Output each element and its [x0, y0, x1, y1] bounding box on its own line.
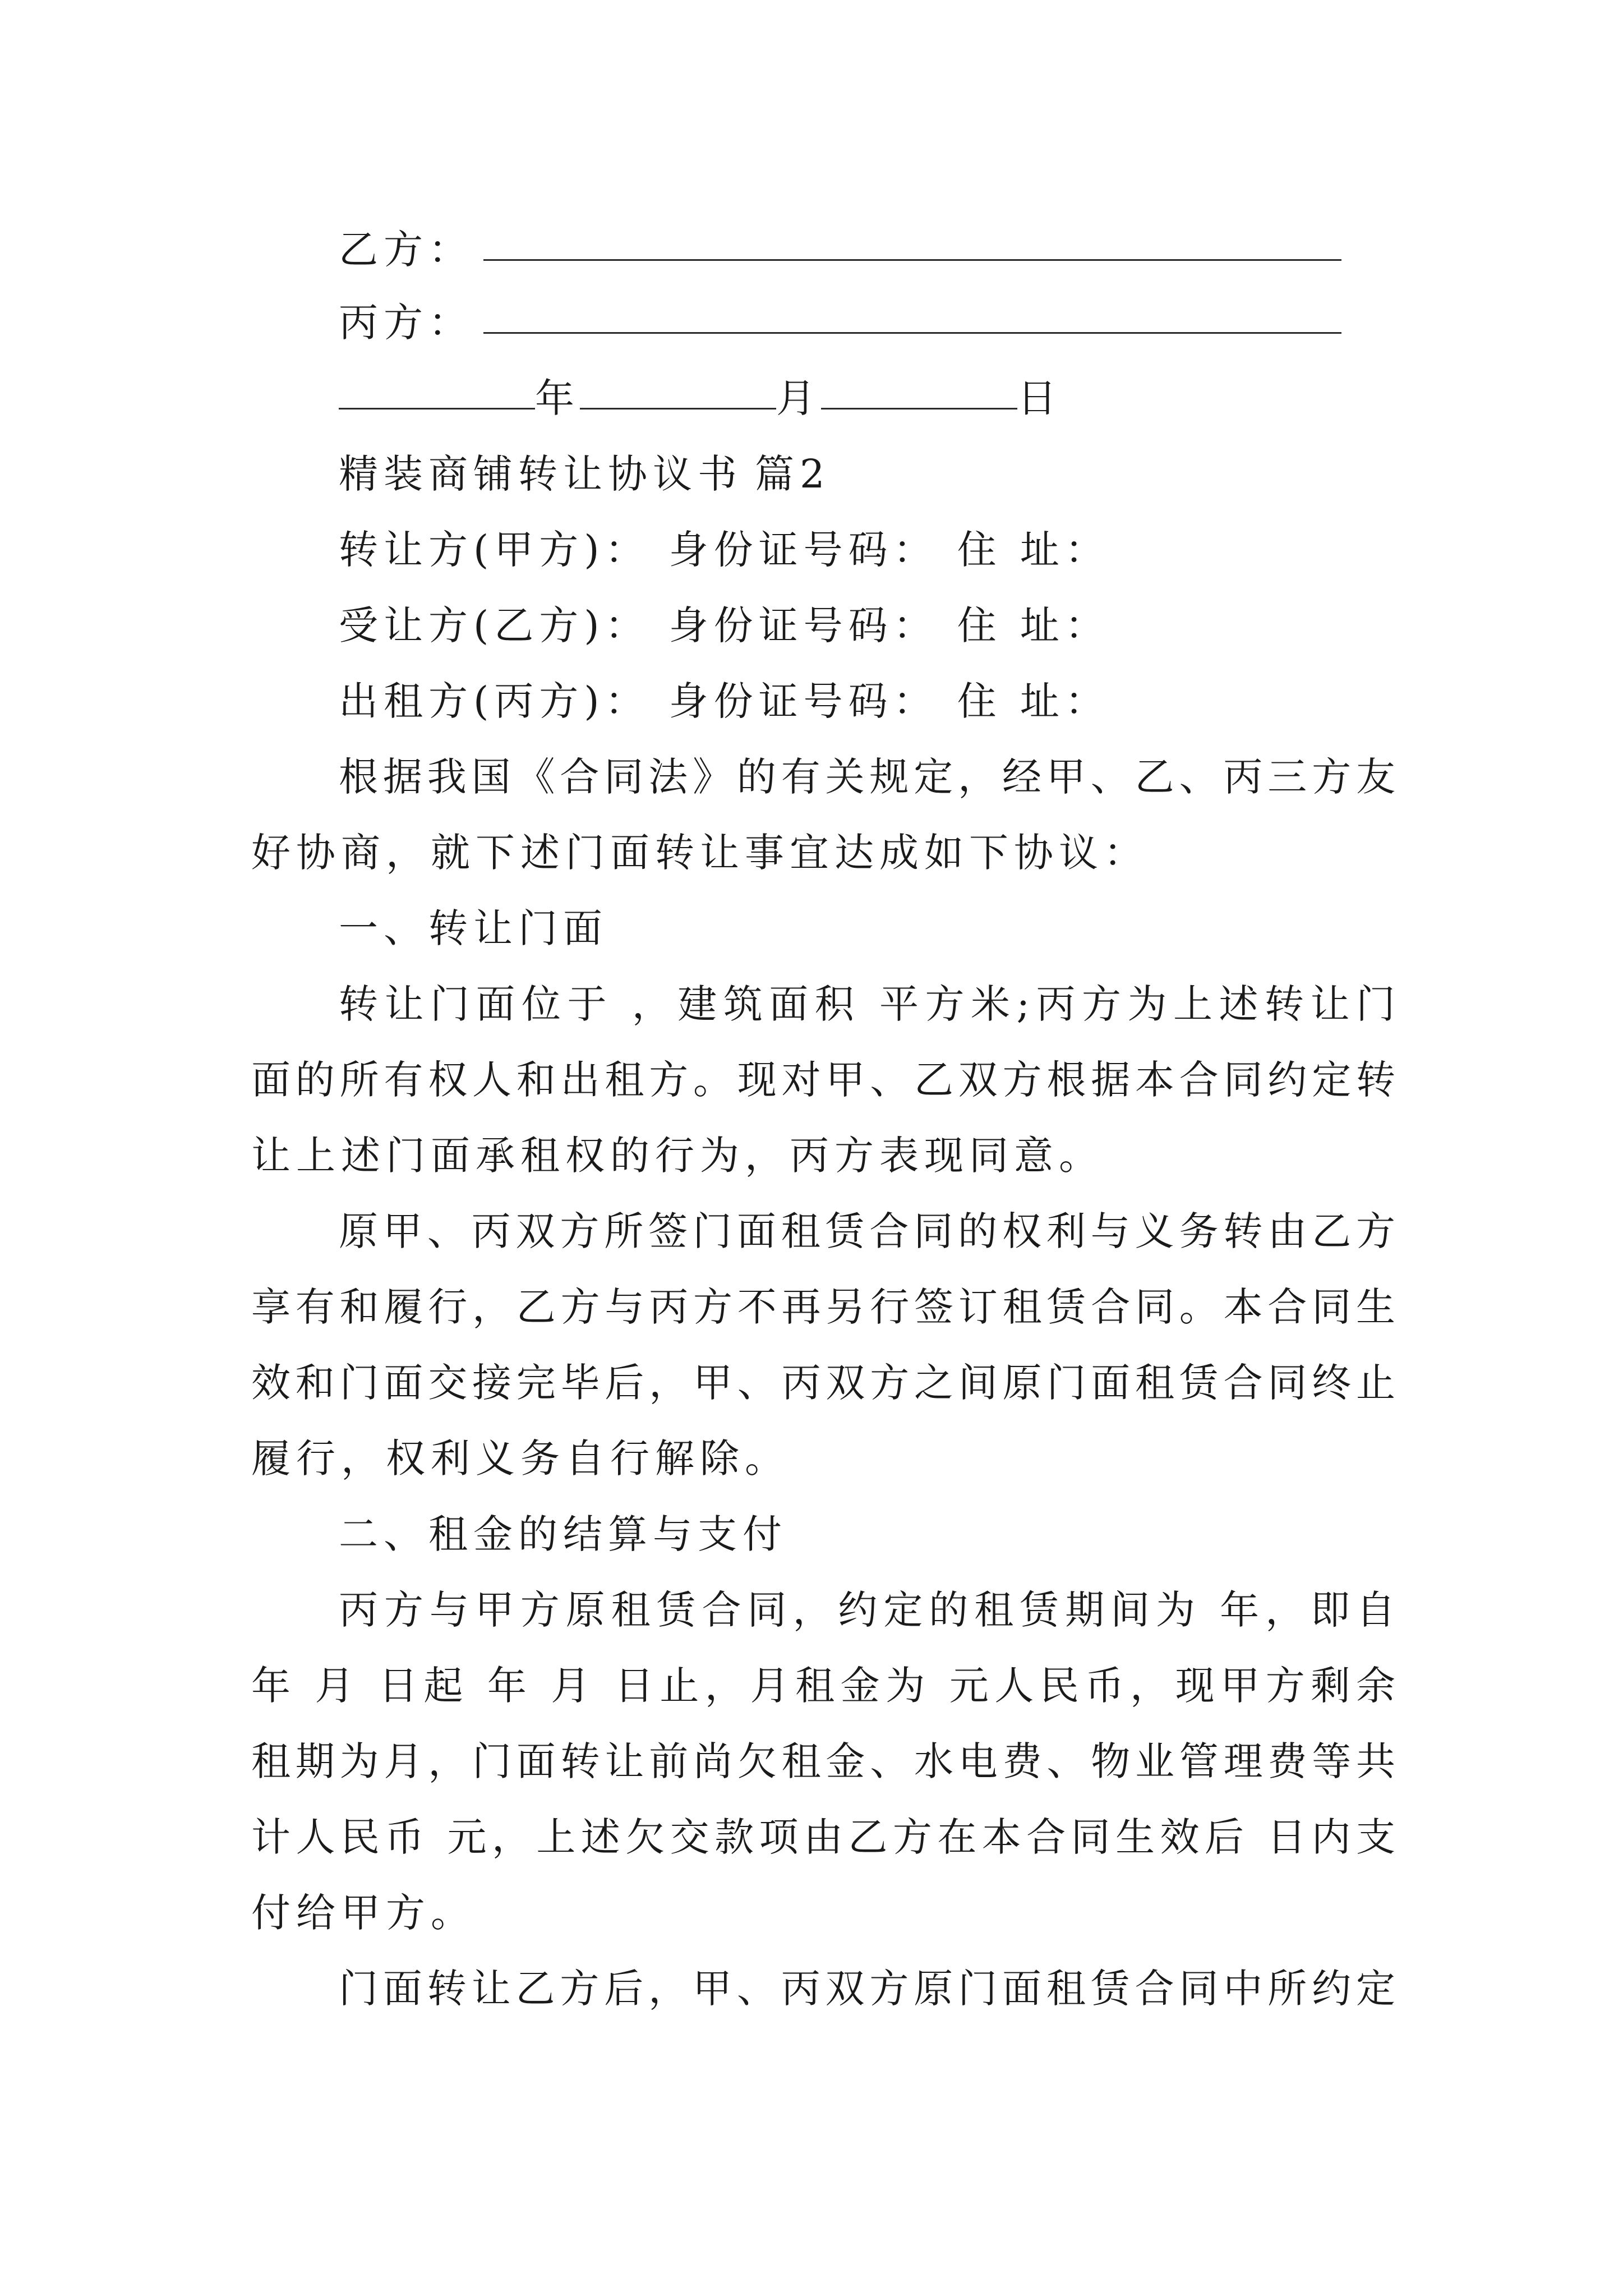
signature-date-line: [339, 373, 1395, 424]
body-line: 享有和履行，乙方与丙方不再另行签订租赁合同。本合同生: [251, 1284, 1395, 1330]
party-b-addr: 住 址：: [957, 602, 1110, 648]
month-label: 月: [776, 375, 821, 421]
body-line: 门面转让乙方后，甲、丙双方原门面租赁合同中所约定: [339, 1966, 1395, 2012]
year-label: 年: [535, 375, 580, 421]
party-b-label: 乙方：: [339, 227, 473, 273]
party-a-addr: 住 址：: [957, 527, 1110, 573]
party-c-id: 身份证号码：: [668, 678, 938, 724]
body-line: 效和门面交接完毕后，甲、丙双方之间原门面租赁合同终止: [251, 1360, 1395, 1406]
party-c-signature-line: [339, 297, 1395, 348]
party-b-role: 受让方(乙方)：: [339, 602, 650, 648]
party-c-role: 出租方(丙方)：: [339, 678, 650, 724]
year-blank: [339, 406, 535, 409]
party-c-blank: [483, 330, 1341, 334]
body-line: 好协商，就下述门面转让事宜达成如下协议：: [251, 830, 1149, 876]
party-c-addr: 住 址：: [957, 678, 1110, 724]
body-line: 丙方与甲方原租赁合同，约定的租赁期间为 年，即自: [339, 1587, 1395, 1633]
clause-heading: 二、租金的结算与支付: [339, 1511, 787, 1557]
party-b-blank: [483, 257, 1341, 261]
body-line: 计人民币 元，上述欠交款项由乙方在本合同生效后 日内支: [251, 1814, 1395, 1860]
party-a-id: 身份证号码：: [668, 527, 938, 573]
heading-title: 精装商铺转让协议书: [339, 451, 743, 497]
party-b-signature-line: [339, 224, 1395, 275]
section-heading: [339, 449, 1395, 499]
party-c-label: 丙方：: [339, 300, 473, 346]
body-line: 让上述门面承租权的行为，丙方表现同意。: [251, 1133, 1104, 1179]
body-line: 租期为月，门面转让前尚欠租金、水电费、物业管理费等共: [251, 1738, 1395, 1784]
party-row-b: [339, 600, 1395, 651]
party-row-a: [339, 524, 1395, 575]
party-b-id: 身份证号码：: [668, 602, 938, 648]
party-a-role: 转让方(甲方)：: [339, 527, 650, 573]
month-blank: [580, 406, 776, 409]
body-line: 转让门面位于 ，建筑面积 平方米;丙方为上述转让门: [339, 981, 1395, 1027]
body-line: 履行，权利义务自行解除。: [251, 1435, 790, 1481]
day-label: 日: [1017, 375, 1062, 421]
clause-heading: 一、转让门面: [339, 905, 608, 951]
body-line: 面的所有权人和出租方。现对甲、乙双方根据本合同约定转: [251, 1057, 1395, 1103]
body-line: 付给甲方。: [251, 1890, 476, 1936]
party-row-c: [339, 676, 1395, 726]
body-line: 根据我国《合同法》的有关规定，经甲、乙、丙三方友: [339, 754, 1395, 800]
day-blank: [821, 406, 1017, 409]
heading-part: 篇2: [755, 451, 831, 497]
body-line: 年 月 日起 年 月 日止，月租金为 元人民币，现甲方剩余: [251, 1663, 1395, 1709]
body-line: 原甲、丙双方所签门面租赁合同的权利与义务转由乙方: [339, 1208, 1395, 1254]
